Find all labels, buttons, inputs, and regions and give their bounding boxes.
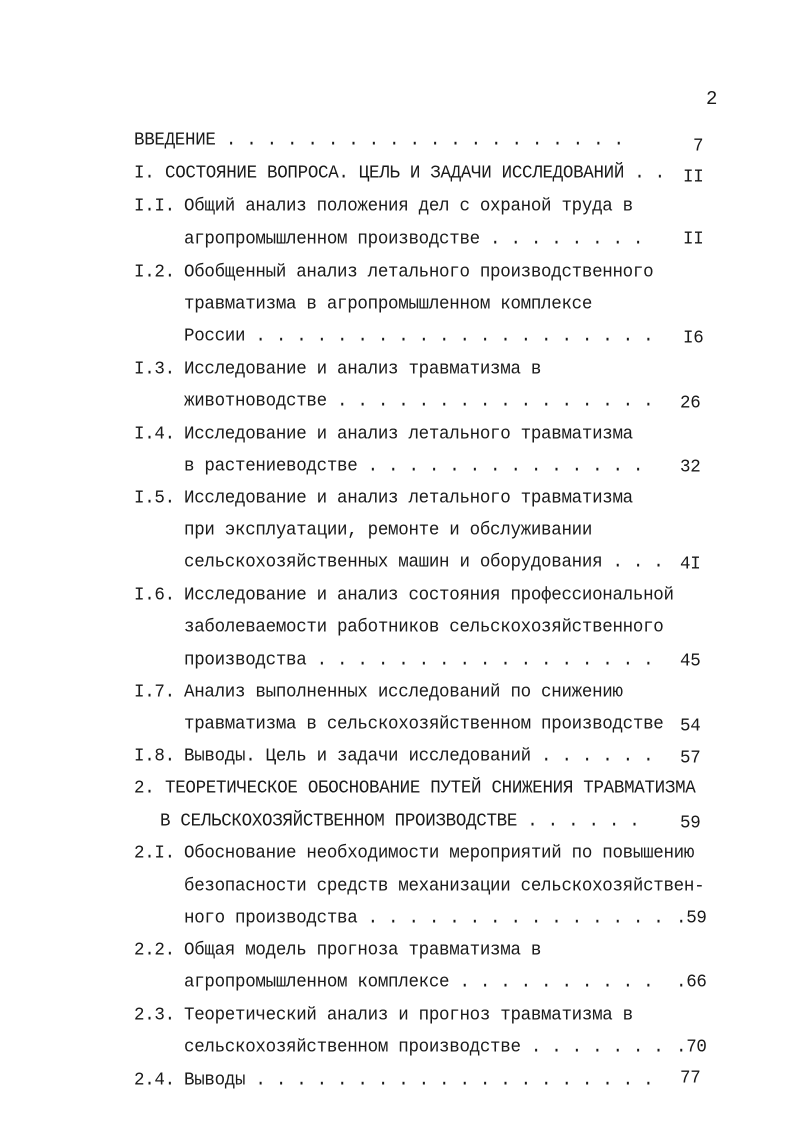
- toc-section-1-page: II: [683, 166, 704, 188]
- toc-item-2-2-text: Общая модель прогноза травматизма в: [184, 939, 542, 961]
- toc-section-2-page: 59: [680, 812, 701, 834]
- toc-item-1-6-text-cont: заболеваемости работников сельскохозяйственного: [184, 616, 664, 638]
- toc-section-1-title: СОСТОЯНИЕ ВОПРОСА. ЦЕЛЬ И ЗАДАЧИ ИССЛЕДОВАНИЙ . .: [165, 162, 665, 184]
- toc-item-1-2-text-cont: травматизма в агропромышленном комплексе: [184, 293, 593, 315]
- toc-item-1-3-page: 26: [680, 392, 701, 414]
- toc-item-1-1-num: I.I.: [134, 195, 175, 217]
- toc-item-2-3-text-cont: сельскохозяйственном производстве . . . . . . .: [184, 1036, 664, 1058]
- toc-item-2-4-num: 2.4.: [134, 1069, 175, 1091]
- toc-item-1-5-text-cont2: сельскохозяйственных машин и оборудования . . .: [184, 551, 664, 573]
- toc-item-1-4-page: 32: [680, 456, 701, 478]
- toc-item-2-3-num: 2.3.: [134, 1004, 175, 1026]
- toc-item-1-7-text: Анализ выполненных исследований по снижению: [184, 681, 623, 703]
- toc-item-1-5-num: I.5.: [134, 487, 175, 509]
- toc-item-1-8-text: Выводы. Цель и задачи исследований . . . . . .: [184, 745, 664, 767]
- toc-item-1-7-num: I.7.: [134, 681, 175, 703]
- toc-item-1-5-text: Исследование и анализ летального травматизма: [184, 487, 633, 509]
- toc-item-2-2-num: 2.2.: [134, 939, 175, 961]
- toc-intro-text: ВВЕДЕНИЕ . . . . . . . . . . . . . . . . . . . .: [134, 129, 624, 151]
- toc-item-1-2-text-cont2: России . . . . . . . . . . . . . . . . . . . .: [184, 325, 654, 347]
- toc-item-1-2-page: I6: [683, 327, 704, 349]
- toc-item-2-1-text: Обоснование необходимости мероприятий по повышению: [184, 842, 695, 864]
- toc-item-1-1-page: II: [683, 228, 704, 250]
- toc-item-1-1-text-cont: агропромышленном производстве . . . . . . . .: [184, 228, 644, 250]
- toc-item-1-6-num: I.6.: [134, 584, 175, 606]
- toc-item-1-5-page: 4I: [680, 553, 701, 575]
- toc-item-2-3-text: Теоретический анализ и прогноз травматизма в: [184, 1004, 633, 1026]
- toc-item-1-4-text-cont: в растениеводстве . . . . . . . . . . . . . .: [184, 455, 644, 477]
- toc-item-1-1-text: Общий анализ положения дел с охраной труда в: [184, 195, 633, 217]
- toc-item-2-4-text: Выводы . . . . . . . . . . . . . . . . . . . .: [184, 1069, 664, 1091]
- page-number: 2: [706, 88, 718, 110]
- toc-item-1-7-page: 54: [680, 715, 701, 737]
- toc-item-1-3-text-cont: животноводстве . . . . . . . . . . . . . . . .: [184, 390, 654, 412]
- toc-item-1-4-text: Исследование и анализ летального травматизма: [184, 423, 633, 445]
- toc-item-1-8-page: 57: [680, 747, 701, 769]
- toc-section-2-num: 2.: [134, 777, 155, 799]
- toc-item-2-1-num: 2.I.: [134, 842, 175, 864]
- toc-item-1-6-text-cont2: производства . . . . . . . . . . . . . . . . .: [184, 649, 654, 671]
- toc-item-1-5-text-cont: при эксплуатации, ремонте и обслуживании: [184, 519, 593, 541]
- toc-section-1-num: I.: [134, 162, 155, 184]
- toc-item-1-8-num: I.8.: [134, 745, 175, 767]
- toc-item-1-7-text-cont: травматизма в сельскохозяйственном производстве: [184, 713, 664, 735]
- toc-item-2-4-page: 77: [680, 1067, 701, 1089]
- toc-item-1-2-num: I.2.: [134, 261, 175, 283]
- toc-item-2-1-text-cont2: ного производства . . . . . . . . . . . . . . .: [184, 907, 664, 929]
- toc-item-1-2-text: Обобщенный анализ летального производственного: [184, 261, 654, 283]
- toc-section-2-title-cont: В СЕЛЬСКОХОЗЯЙСТВЕННОМ ПРОИЗВОДСТВЕ . . . . . .: [160, 810, 640, 832]
- toc-item-1-4-num: I.4.: [134, 423, 175, 445]
- toc-item-2-3-page: .70: [676, 1036, 707, 1058]
- toc-item-1-6-text: Исследование и анализ состояния профессиональной: [184, 584, 674, 606]
- toc-item-1-3-num: I.3.: [134, 358, 175, 380]
- toc-item-1-6-page: 45: [680, 650, 701, 672]
- toc-item-1-3-text: Исследование и анализ травматизма в: [184, 358, 542, 380]
- toc-item-2-1-text-cont: безопасности средств механизации сельскохозяйствен-: [184, 875, 705, 897]
- toc-intro-page: 7: [693, 135, 704, 157]
- toc-section-2-title: ТЕОРЕТИЧЕСКОЕ ОБОСНОВАНИЕ ПУТЕЙ СНИЖЕНИЯ ТРАВМАТИЗМА: [165, 777, 696, 799]
- toc-item-2-2-page: .66: [676, 971, 707, 993]
- toc-item-2-2-text-cont: агропромышленном комплексе . . . . . . . . . .: [184, 971, 654, 993]
- toc-item-2-1-page: .59: [676, 907, 707, 929]
